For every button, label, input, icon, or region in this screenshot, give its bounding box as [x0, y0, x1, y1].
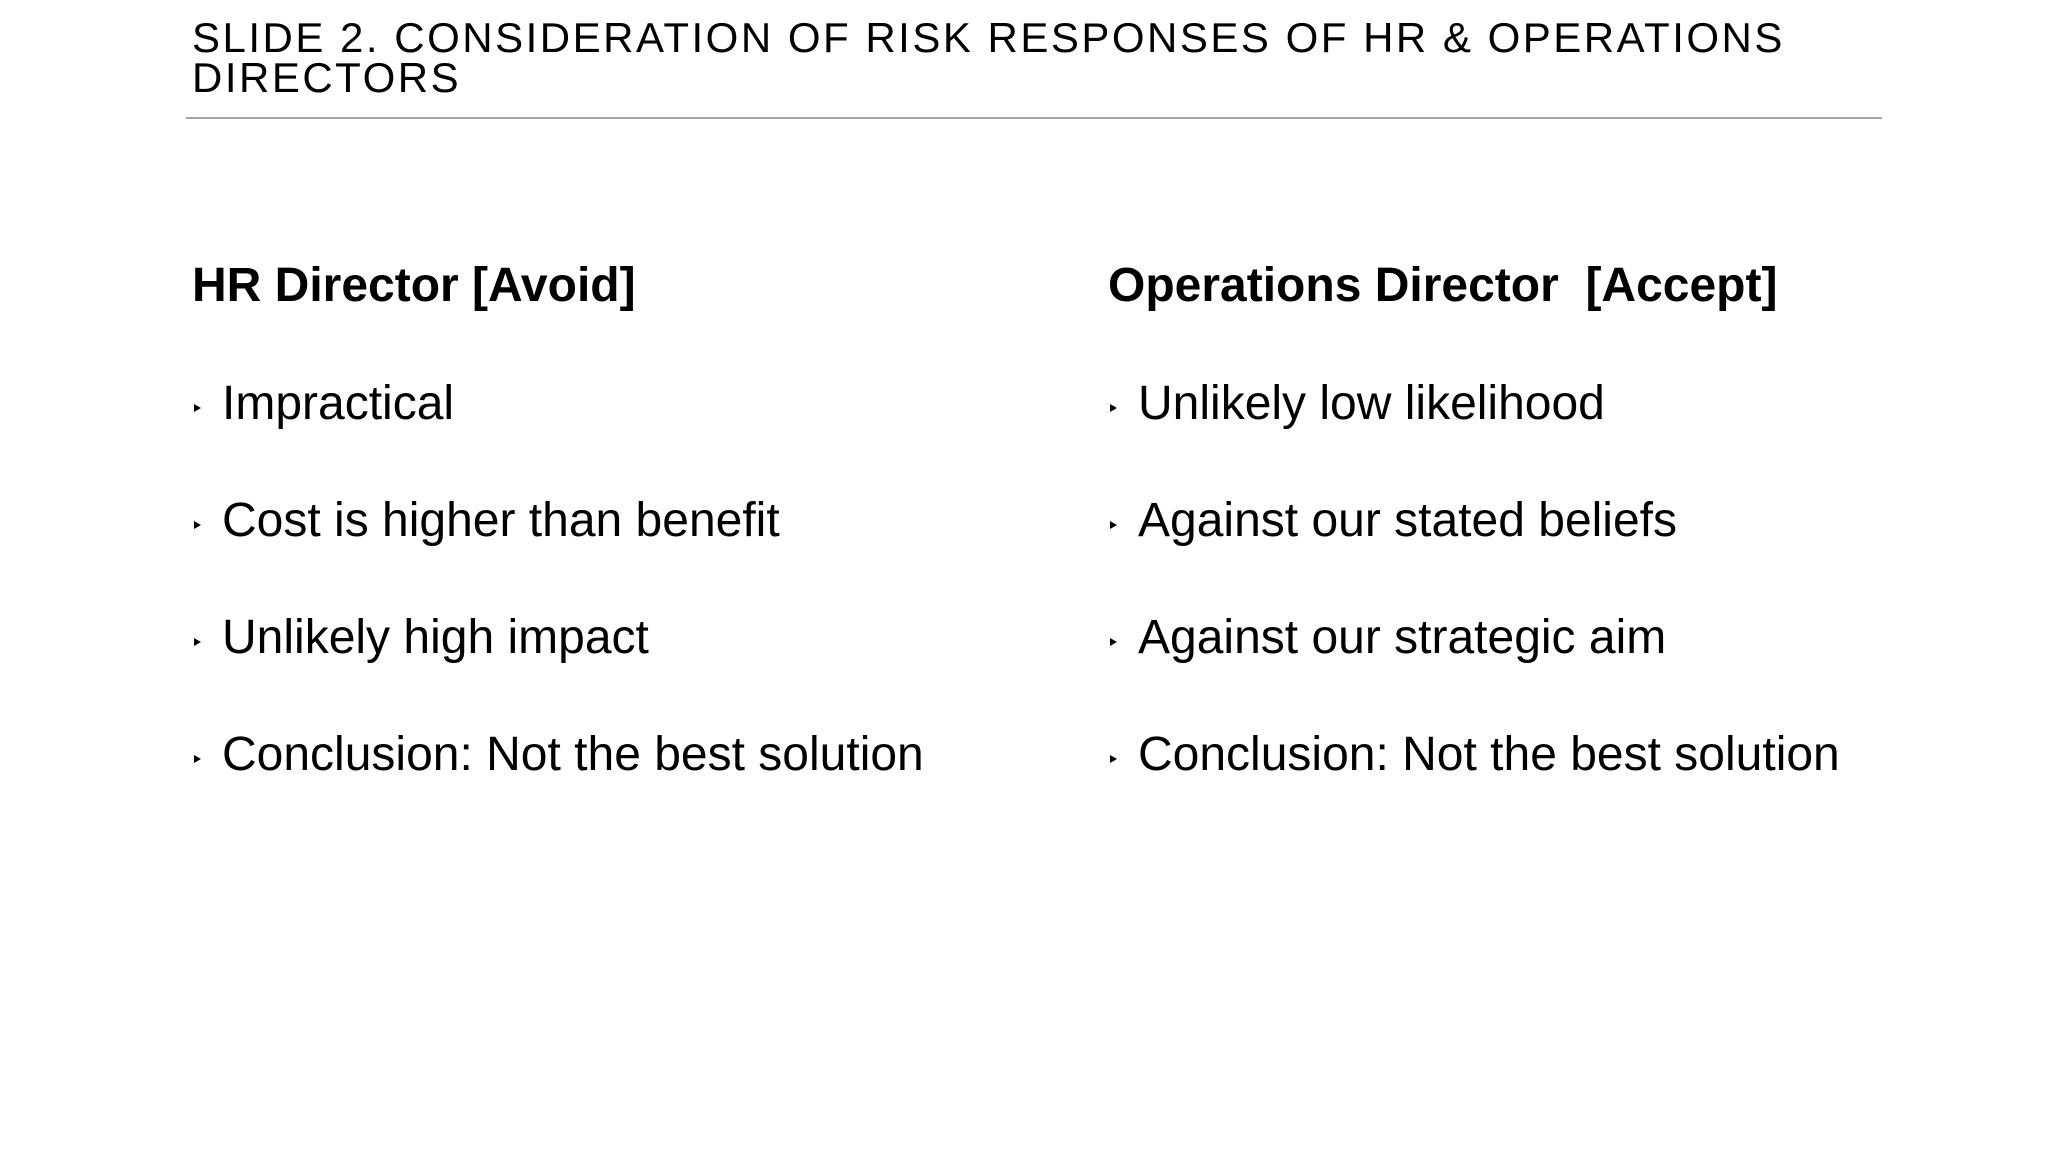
bullet-text: Unlikely high impact — [222, 611, 649, 664]
triangle-bullet-icon — [1110, 521, 1117, 529]
bullet-text: Cost is higher than benefit — [222, 494, 780, 547]
triangle-bullet-icon — [194, 638, 201, 646]
bullet-text: Unlikely low likelihood — [1138, 377, 1605, 430]
triangle-bullet-icon — [1110, 755, 1117, 763]
triangle-bullet-icon — [1110, 404, 1117, 412]
triangle-bullet-icon — [1110, 638, 1117, 646]
operations-director-column — [1108, 258, 1988, 781]
triangle-bullet-icon — [194, 404, 201, 412]
bullet-text: Conclusion: Not the best solution — [222, 728, 924, 781]
triangle-bullet-icon — [194, 521, 201, 529]
bullet-text: Against our strategic aim — [1138, 611, 1667, 664]
column-heading-operations-director: Operations Director [Accept] — [1108, 259, 1778, 312]
slide-title: SLIDE 2. CONSIDERATION OF RISK RESPONSES OF HR & OPERATIONS DIRECTORS — [192, 14, 1785, 101]
hr-director-column — [192, 258, 1072, 781]
column-heading-hr-director: HR Director [Avoid] — [192, 259, 636, 312]
title-divider — [186, 117, 1882, 119]
bullet-text: Against our stated beliefs — [1138, 494, 1677, 547]
bullet-text: Impractical — [222, 377, 455, 430]
bullet-text: Conclusion: Not the best solution — [1138, 728, 1840, 781]
triangle-bullet-icon — [194, 755, 201, 763]
